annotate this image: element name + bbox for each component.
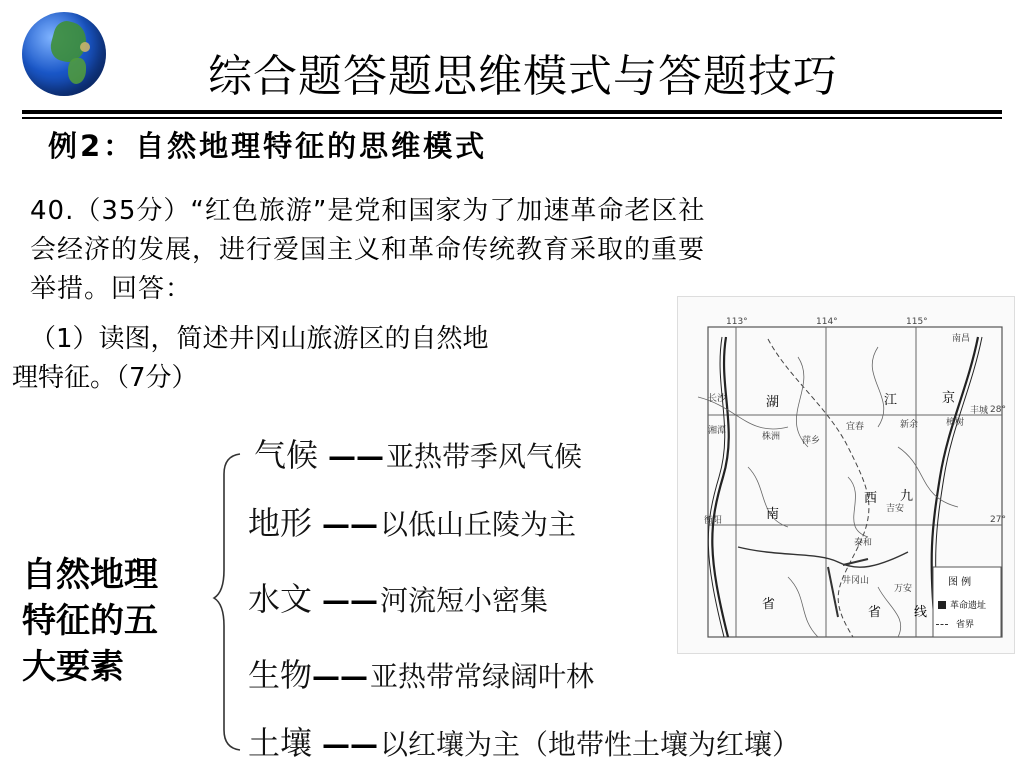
- map-place-label: 新余: [900, 420, 919, 430]
- map-place-label: 泰和: [854, 538, 873, 548]
- element-key: 气候: [254, 436, 319, 474]
- map-region-char: 西: [864, 491, 878, 506]
- title-divider-thick: [22, 110, 1002, 114]
- map-tick-label: 28°: [990, 405, 1006, 415]
- element-dash: ——: [328, 440, 385, 473]
- element-value: 亚热带常绿阔叶林: [370, 660, 595, 693]
- question-line: 会经济的发展，进行爱国主义和革命传统教育采取的重要: [30, 235, 706, 265]
- map-place-label: 南昌: [952, 334, 971, 344]
- element-dash: ——: [322, 728, 379, 761]
- map-legend-item: 革命遗址: [950, 601, 987, 611]
- title-divider-thin: [22, 117, 1002, 119]
- label-line: 大要素: [22, 647, 124, 687]
- map-region-char: 省: [868, 605, 882, 620]
- element-hydrology: [248, 574, 548, 620]
- map-place-label: 株洲: [762, 432, 781, 442]
- sub-question-text: [12, 320, 650, 398]
- legend-revolution-site-icon: [938, 601, 946, 609]
- legend-province-boundary-icon: [936, 624, 948, 625]
- element-dash: ——: [322, 584, 379, 617]
- map-place-label: 井冈山: [842, 576, 870, 586]
- element-key: 水文: [248, 580, 313, 618]
- element-key: 地形: [248, 504, 313, 542]
- sub-question-line: （1）读图，简述井冈山旅游区的自然地: [30, 324, 489, 354]
- element-value: 亚热带季风气候: [386, 440, 583, 473]
- map-region-char: 湖: [766, 395, 780, 410]
- slide-title: 综合题答题思维模式与答题技巧: [208, 51, 838, 102]
- map-tick-label: 114°: [816, 317, 838, 327]
- element-climate: [254, 430, 582, 476]
- element-value: 以红壤为主（地带性土壤为红壤）: [380, 728, 801, 761]
- map-place-label: 萍乡: [802, 436, 821, 446]
- map-place-label: 吉安: [886, 504, 905, 514]
- map-region-char: 江: [884, 393, 898, 408]
- map-tick-label: 113°: [726, 317, 748, 327]
- five-elements-label: [22, 552, 158, 690]
- label-line: 自然地理: [22, 555, 158, 595]
- map-legend-title: 图 例: [948, 577, 972, 588]
- map-place-label: 樟树: [946, 418, 965, 428]
- slide-subtitle: 例2：自然地理特征的思维模式: [48, 129, 488, 163]
- element-key: 土壤: [248, 724, 313, 762]
- element-dash: ——: [322, 508, 379, 541]
- map-place-label: 湘潭: [708, 426, 727, 436]
- globe-logo: [22, 12, 106, 96]
- map-place-label: 衡阳: [704, 516, 723, 526]
- sub-question-line: 理特征。（7分）: [12, 363, 198, 393]
- element-landform: [248, 498, 576, 544]
- element-soil: [248, 718, 800, 764]
- element-dash: ——: [312, 660, 369, 693]
- map-region-char: 南: [766, 507, 780, 522]
- element-value: 河流短小密集: [380, 584, 549, 617]
- map-tick-label: 27°: [990, 515, 1006, 525]
- element-biology: [248, 650, 594, 696]
- question-line: 举措。回答：: [30, 274, 193, 304]
- element-key: 生物: [248, 656, 313, 694]
- element-value: 以低山丘陵为主: [380, 508, 577, 541]
- curly-brace: [210, 452, 246, 752]
- map-place-label: 万安: [894, 584, 913, 594]
- map-region-char: 京: [942, 391, 956, 406]
- jinggangshan-map: [677, 296, 1015, 654]
- map-region-char: 九: [900, 489, 914, 504]
- question-line: 40.（35分）“红色旅游”是党和国家为了加速革命老区社: [30, 196, 706, 226]
- map-region-char: 省: [762, 597, 776, 612]
- map-region-char: 线: [914, 605, 928, 620]
- question-text: [30, 192, 910, 309]
- map-legend-item: 省界: [956, 620, 975, 630]
- map-tick-label: 115°: [906, 317, 928, 327]
- map-place-label: 宜春: [846, 422, 865, 432]
- map-place-label: 长沙: [708, 394, 727, 404]
- map-place-label: 丰城: [970, 406, 989, 416]
- label-line: 特征的五: [22, 601, 158, 641]
